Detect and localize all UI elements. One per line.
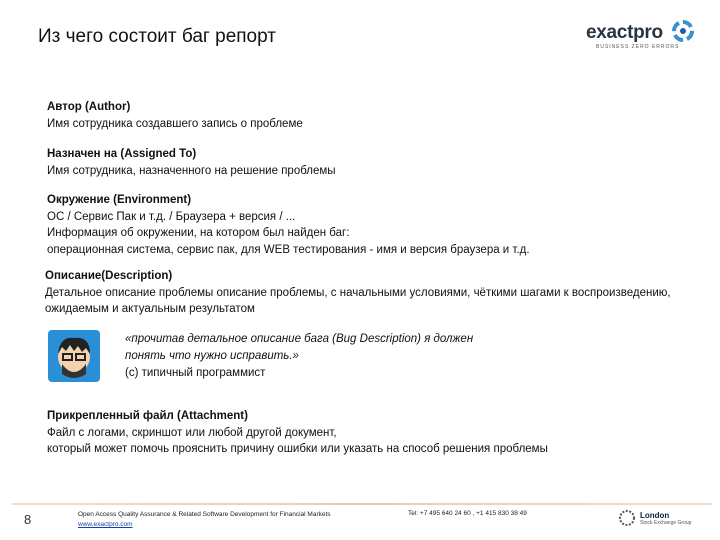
footer-company-text: Open Access Quality Assurance & Related Software Development for Financial Markets (78, 511, 331, 518)
footer-tel: Tel: +7 495 640 24 60 , +1 415 830 38 49 (408, 510, 527, 517)
footer-url-link[interactable]: www.exactpro.com (78, 521, 133, 528)
section-line: ОС / Сервис Пак и т.д. / Браузера + версия / ... (47, 210, 296, 223)
section-author (47, 99, 303, 132)
programmer-avatar (48, 330, 100, 382)
section-line: который может помочь прояснить причину ошибки или указать на способ решения проблемы (47, 443, 548, 455)
section-description (45, 268, 671, 318)
lse-sub: Stock Exchange Group (640, 519, 692, 526)
lse-logo (618, 509, 691, 527)
footer-divider (12, 503, 712, 505)
logo-tagline: BUSINESS ZERO ERRORS (596, 44, 680, 50)
section-assigned (47, 146, 336, 179)
quote-author: (с) типичный программист (125, 367, 266, 379)
section-heading: Автор (Author) (47, 101, 131, 113)
exactpro-emblem-icon (672, 20, 694, 42)
exactpro-logo (586, 22, 679, 50)
section-line: операционная система, сервис пак, для WEB тестирования - имя и версия браузера и т.д. (47, 243, 530, 256)
section-environment (47, 192, 530, 258)
lse-name: London (640, 510, 670, 520)
page-number: 8 (24, 512, 32, 527)
section-attachment (47, 408, 548, 458)
section-line: ожидаемым и актуальным результатом (45, 303, 255, 315)
section-heading: Назначен на (Assigned To) (47, 148, 197, 160)
section-heading: Описание(Description) (45, 270, 173, 282)
section-line: Информация об окружении, на котором был найден баг: (47, 227, 350, 239)
quote-line: «прочитав детальное описание бага (Bug Description) я должен (125, 333, 474, 345)
section-line: Имя сотрудника, назначенного на решение проблемы (47, 164, 336, 177)
logo-word: exactpro (586, 22, 663, 43)
slide-title: Из чего состоит баг репорт (38, 26, 276, 47)
section-heading: Окружение (Environment) (47, 194, 192, 206)
section-line: Файл с логами, скриншот или любой другой документ, (47, 426, 337, 439)
section-heading: Прикрепленный файл (Attachment) (47, 410, 248, 422)
quote (125, 331, 473, 382)
section-line: Детальное описание проблемы описание проблемы, с начальными условиями, чёткими шагами к воспроизведению, (45, 286, 671, 299)
quote-line: понять что нужно исправить.» (125, 350, 299, 362)
footer-company (78, 510, 331, 530)
lse-emblem-icon (618, 509, 636, 527)
section-line: Имя сотрудника создавшего запись о проблеме (47, 117, 303, 130)
